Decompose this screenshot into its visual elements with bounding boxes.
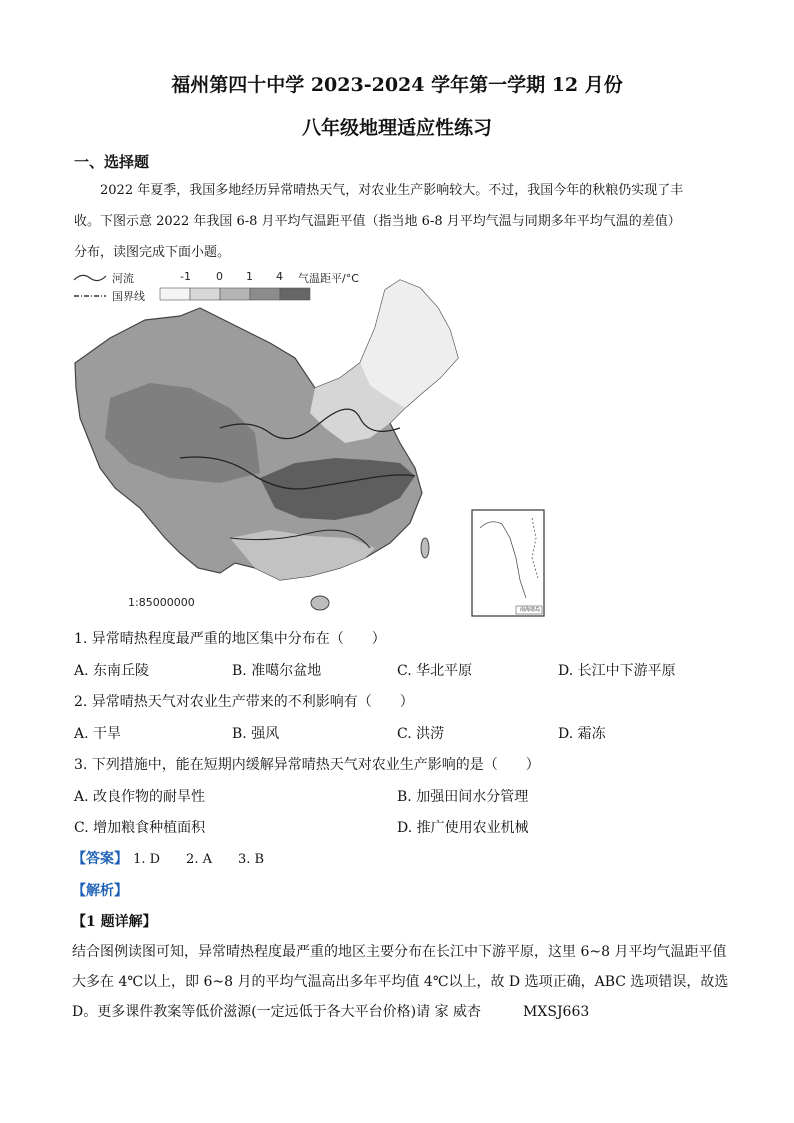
answer-row — [72, 848, 264, 868]
detail-heading: 【1 题详解】 — [72, 914, 157, 930]
legend-tick-label: -1 — [180, 270, 191, 283]
temperature-anomaly-map — [70, 268, 550, 618]
inset-label: 南海诸岛 — [520, 607, 541, 613]
page-subtitle: 八年级地理适应性练习 — [301, 117, 492, 139]
legend-swatch — [250, 288, 280, 300]
china-map-shape — [75, 280, 458, 610]
q3-option-d: D. 推广使用农业机械 — [397, 820, 529, 836]
q3-option-a: A. 改良作物的耐旱性 — [74, 789, 206, 805]
south-china-sea-inset — [472, 510, 544, 616]
question-1-stem: 1. 异常晴热程度最严重的地区集中分布在（ ） — [74, 631, 386, 647]
legend-swatch — [280, 288, 310, 300]
q3-option-c: C. 增加粮食种植面积 — [74, 820, 206, 836]
legend-swatch — [160, 288, 190, 300]
q1-option-b: B. 准噶尔盆地 — [232, 663, 322, 679]
detail-line-1: 结合图例读图可知，异常晴热程度最严重的地区主要分布在长江中下游平原，这里 6~8 月平均气温距平值 — [72, 944, 727, 960]
intro-line-1: 2022 年夏季，我国多地经历异常晴热天气，对农业生产影响较大。不过，我国今年的秋粮仍实现了丰 — [100, 183, 684, 198]
q1-option-c: C. 华北平原 — [397, 663, 473, 679]
legend-tick-label: 4 — [276, 270, 283, 283]
river-legend-icon — [74, 275, 106, 280]
intro-line-2: 收。下图示意 2022 年我国 6-8 月平均气温距平值（指当地 6-8 月平均气温与同期多年平均气温的差值） — [74, 214, 681, 229]
question-2-stem: 2. 异常晴热天气对农业生产带来的不利影响有（ ） — [74, 694, 414, 710]
legend-color-bar — [160, 288, 310, 300]
legend-tick-label: 1 — [246, 270, 253, 283]
map-svg — [70, 268, 550, 618]
detail-line-3: D。更多课件教案等低价滋源(一定远低于各大平台价格)请 家 威杏 MXSJ663 — [72, 1004, 590, 1020]
detail-line-2: 大多在 4℃以上，即 6~8 月的平均气温高出多年平均值 4℃以上，故 D 选项正确，ABC 选项错误，故选 — [72, 974, 729, 990]
page-title: 福州第四十中学 2023-2024 学年第一学期 12 月份 — [171, 74, 623, 96]
legend-border-label: 国界线 — [112, 290, 145, 303]
question-3-stem: 3. 下列措施中，能在短期内缓解异常晴热天气对农业生产影响的是（ ） — [74, 757, 540, 773]
intro-line-3: 分布，读图完成下面小题。 — [74, 245, 231, 260]
q2-option-a: A. 干旱 — [74, 726, 122, 742]
legend-swatch — [220, 288, 250, 300]
q1-option-d: D. 长江中下游平原 — [558, 663, 676, 679]
legend-tick-label: 0 — [216, 270, 223, 283]
legend-swatch — [190, 288, 220, 300]
q2-option-b: B. 强风 — [232, 726, 280, 742]
legend-river-label: 河流 — [112, 272, 134, 285]
q1-option-a: A. 东南丘陵 — [74, 663, 150, 679]
q3-option-b: B. 加强田间水分管理 — [397, 789, 529, 805]
map-scale: 1:85000000 — [128, 596, 195, 609]
legend-title: 气温距平/°C — [298, 272, 359, 285]
answer-text: 1. D 2. A 3. B — [133, 852, 265, 867]
q2-option-d: D. 霜冻 — [558, 726, 606, 742]
answer-tag: 【答案】 — [72, 851, 128, 867]
analysis-tag: 【解析】 — [72, 883, 128, 899]
section-heading: 一、选择题 — [74, 153, 150, 171]
q2-option-c: C. 洪涝 — [397, 726, 445, 742]
